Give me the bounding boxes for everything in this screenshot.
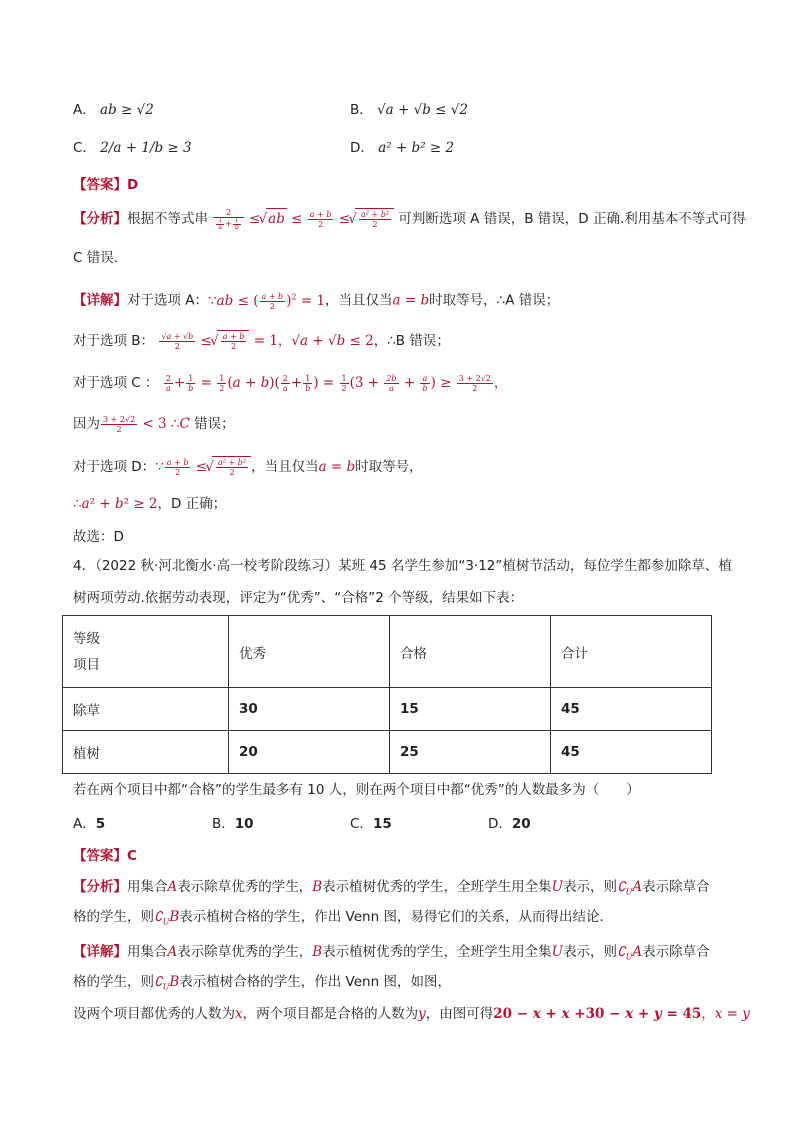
q4-analysis-line-1 — [73, 877, 710, 903]
q4-detail-line-3 — [73, 1004, 750, 1024]
detail-text: ，两个项目都是合格的人数为 — [242, 1006, 419, 1022]
option-value: 10 — [234, 816, 254, 832]
analysis-text: 用集合 — [127, 879, 168, 895]
math-equation: ，x = y — [701, 1006, 750, 1022]
option-value: 20 — [511, 816, 531, 832]
math-symbol: U — [551, 879, 564, 895]
detail-text: ，由图可得 — [425, 1006, 494, 1022]
q4-option-c — [350, 814, 392, 834]
detail-text: 格的学生，则 — [73, 974, 154, 990]
math-symbol: $∁_UA$ — [617, 879, 643, 897]
q3-because — [73, 414, 235, 434]
math-expression: $\frac{2}{a}$ + $\frac{1}{b}$ = $\frac{1}{2}$ (a + b)( $\frac{2}{a}$ + $\frac{1}{b}$ ) = $\frac{1}{2}$ (3 + $\frac{2b}{a}$ + $\frac{a}{b}$ ) ≥ $\frac{3 + 2√2}{2}$ ， — [165, 374, 508, 393]
detail-tag: 【详解】 — [73, 944, 127, 960]
q3-detail-c — [73, 373, 507, 393]
q4-option-d — [488, 814, 531, 834]
math-expression: $\frac{√a + √b}{2}$ ≤ √ $\frac{a + b}{2}$ = 1，√a + √b ≤ 2 — [158, 333, 373, 349]
math-symbol: B — [312, 944, 323, 960]
detail-text: 表示植树合格的学生，作出 Venn 图，如图， — [179, 974, 451, 990]
math-expression: ∵ $\frac{a + b}{2}$ ≤ √ $\frac{\text{a² + b²}}{2}$ — [155, 459, 251, 475]
detail-text: 错误； — [194, 416, 235, 432]
q4-analysis-line-2 — [73, 907, 613, 933]
detail-text: 表示植树优秀的学生，全班学生用全集 — [322, 944, 552, 960]
q3-choose — [73, 527, 124, 547]
detail-text: 用集合 — [127, 944, 168, 960]
q4-detail-line-2 — [73, 972, 451, 998]
q3-answer — [73, 175, 138, 195]
table-header-cell: 合格 — [390, 616, 551, 688]
math-expression: ∴a² + b² ≥ 2 — [73, 496, 158, 512]
q4-detail-line-1 — [73, 942, 710, 968]
math-symbol: x — [235, 1006, 243, 1022]
corner-top-label: 等级 — [73, 630, 100, 647]
q3-detail-b — [73, 330, 450, 351]
option-expression: a² + b² ≥ 2 — [378, 140, 455, 156]
option-value: 5 — [95, 816, 106, 832]
option-value: 15 — [372, 816, 392, 832]
table-row — [63, 731, 712, 774]
option-label: B． — [212, 816, 235, 832]
math-expression: ∵ab ≤ ( $\frac{a + b}{2}$ )$^2$ = 1 — [208, 291, 326, 311]
detail-text: 表示，则 — [563, 944, 618, 960]
detail-text: 时取等号，∴A 错误； — [429, 292, 560, 309]
table-corner-cell — [63, 616, 229, 688]
detail-text: 对于选项 C ： — [73, 375, 159, 391]
table-cell: 30 — [229, 688, 390, 731]
analysis-text: 表示除草优秀的学生， — [177, 879, 313, 895]
table-cell: 45 — [551, 688, 712, 731]
detail-text: 时取等号， — [355, 459, 423, 475]
math-symbol: $∁_UA$ — [617, 944, 643, 962]
answer-value: D — [127, 177, 139, 193]
detail-text: 对于选项 D： — [73, 459, 156, 475]
grade-table — [62, 615, 712, 774]
inequality-chain: 2 $\frac{1}{a}$ + $\frac{1}{b}$ ≤ √ ab ≤ $\frac{a + b}{2}$ ≤ √ $\frac{\text{a² + b²}}{2}$ — [208, 211, 398, 227]
q3-option-d — [350, 138, 454, 158]
math-symbol: $∁_UB$ — [154, 974, 180, 992]
analysis-text: 根据不等式串 — [127, 211, 208, 227]
answer-tag: 【答案】 — [73, 848, 127, 864]
detail-text: 表示除草合 — [642, 944, 710, 960]
detail-text: ，∴B 错误； — [373, 333, 450, 349]
table-header-cell: 合计 — [551, 616, 712, 688]
table-header-cell: 优秀 — [229, 616, 390, 688]
q3-detail-d — [73, 456, 423, 477]
option-label: B． — [350, 102, 373, 118]
table-row-name: 除草 — [63, 688, 229, 731]
detail-tag: 【详解】 — [73, 292, 127, 309]
corner-bottom-label: 项目 — [73, 656, 100, 673]
q4-stem-line-1 — [73, 556, 732, 576]
math-symbol: B — [312, 879, 323, 895]
question-stem: 4．（2022 秋·河北衡水·高一校考阶段练习）某班 45 名学生参加“3·12”植树节活动，每位学生都参加除草、植 — [73, 558, 732, 574]
q4-stem-line-2 — [73, 588, 523, 608]
option-expression: √a + √b ≤ √2 — [377, 102, 468, 118]
analysis-text: C 错误. — [73, 250, 119, 266]
answer-value: C — [127, 848, 137, 864]
detail-text: 对于选项 B： — [73, 333, 155, 349]
option-expression: 2/a + 1/b ≥ 3 — [100, 140, 192, 156]
q4-option-a — [73, 814, 105, 834]
analysis-text: 可判断选项 A 错误，B 错误，D 正确.利用基本不等式可得 — [398, 211, 746, 227]
math-symbol: A — [167, 879, 178, 895]
choose-text: 故选： — [73, 529, 114, 545]
math-symbol: U — [551, 944, 564, 960]
analysis-text: 表示植树合格的学生，作出 Venn 图，易得它们的关系，从而得出结论． — [179, 909, 613, 925]
q3-analysis-line-2 — [73, 248, 118, 268]
option-expression: ab ≥ √2 — [100, 102, 154, 118]
detail-text: 设两个项目都优秀的人数为 — [73, 1006, 235, 1022]
analysis-text: 表示除草合 — [642, 879, 710, 895]
analysis-text: 表示植树优秀的学生，全班学生用全集 — [322, 879, 552, 895]
math-symbol: $∁_UB$ — [154, 909, 180, 927]
math-symbol: y — [418, 1006, 426, 1022]
q3-option-b — [350, 100, 468, 120]
question-stem: 树两项劳动.依据劳动表现，评定为“优秀”、“合格”2 个等级，结果如下表： — [73, 590, 524, 606]
analysis-tag: 【分析】 — [73, 211, 127, 227]
option-label: D． — [488, 816, 512, 832]
option-label: A． — [73, 102, 96, 118]
choose-value: D — [113, 529, 124, 545]
table-cell: 15 — [390, 688, 551, 731]
detail-text: 对于选项 A： — [127, 292, 209, 309]
q4-question — [73, 780, 640, 800]
math-expression: $\frac{3 + 2√2}{2}$ < 3 ∴C — [103, 415, 190, 434]
option-label: C． — [73, 140, 96, 156]
q4-answer — [73, 846, 137, 866]
option-label: D． — [350, 140, 374, 156]
detail-text: ，当且仅当 — [251, 459, 319, 475]
table-row-name: 植树 — [63, 731, 229, 774]
analysis-tag: 【分析】 — [73, 879, 127, 895]
q3-option-a — [73, 100, 154, 120]
detail-text: ，当且仅当 — [325, 292, 393, 309]
q3-therefore — [73, 494, 226, 514]
q3-option-c — [73, 138, 192, 158]
question-text: 若在两个项目中都“合格”的学生最多有 10 人，则在两个项目中都“优秀”的人数最多为（ ） — [73, 782, 640, 798]
analysis-text: 表示，则 — [563, 879, 618, 895]
math-expression: a = b — [318, 459, 356, 475]
math-symbol: A — [167, 944, 178, 960]
table-header-row — [63, 616, 712, 688]
detail-text: ，D 正确； — [157, 496, 227, 512]
analysis-text: 格的学生，则 — [73, 909, 154, 925]
answer-tag: 【答案】 — [73, 177, 127, 193]
table-cell: 25 — [390, 731, 551, 774]
table-row — [63, 688, 712, 731]
q3-detail-a — [73, 287, 559, 311]
q4-option-b — [212, 814, 254, 834]
q3-analysis-line-1 — [73, 208, 746, 231]
option-label: C． — [350, 816, 373, 832]
math-equation: 20 − x + x +30 − x + y = 45 — [493, 1006, 702, 1022]
table-cell: 45 — [551, 731, 712, 774]
detail-text: 表示除草优秀的学生， — [177, 944, 313, 960]
detail-text: 因为 — [73, 416, 100, 432]
option-label: A． — [73, 816, 96, 832]
math-expression: a = b — [392, 292, 430, 309]
table-cell: 20 — [229, 731, 390, 774]
